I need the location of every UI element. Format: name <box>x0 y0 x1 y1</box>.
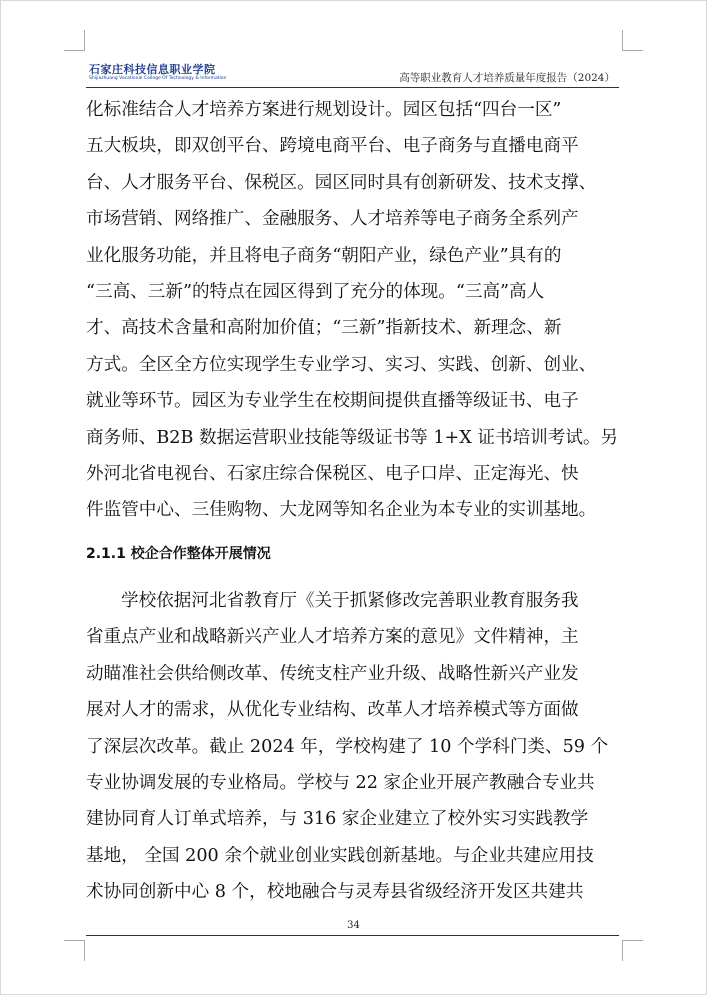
text-line: 学校依据河北省教育厅《关于抓紧修改完善职业教育服务我 <box>121 590 579 611</box>
text-line: 专业协调发展的专业格局。学校与 22 家企业开展产教融合专业共 <box>86 772 595 793</box>
footer-rule <box>86 935 619 936</box>
crop-mark-bottom-left <box>64 940 85 961</box>
text-line: 就业等环节。园区为专业学生在校期间提供直播等级证书、电子 <box>86 391 579 412</box>
text-line: 省重点产业和战略新兴产业人才培养方案的意见》文件精神，主 <box>86 627 579 648</box>
section-heading: 2.1.1 校企合作整体开展情况 <box>86 545 271 562</box>
paragraph-school-enterprise <box>86 583 620 911</box>
text-line: 五大板块，即双创平台、跨境电商平台、电子商务与直播电商平 <box>86 136 579 157</box>
logo-english-name: Shijiazhuang Vocational College Of Technology & Information <box>89 75 227 81</box>
text-line: 外河北省电视台、石家庄综合保税区、电子口岸、正定海光、快 <box>86 464 579 485</box>
text-line: 展对人才的需求，从优化专业结构、改革人才培养模式等方面做 <box>86 700 579 721</box>
text-line: 台、人才服务平台、保税区。园区同时具有创新研发、技术支撑、 <box>86 172 597 193</box>
text-line: 商务师、B2B 数据运营职业技能等级证书等 1+X 证书培训考试。另 <box>86 427 619 448</box>
page-header <box>86 54 619 90</box>
text-line: 才、高技术含量和高附加价值；“三新”指新技术、新理念、新 <box>86 318 562 339</box>
crop-mark-bottom-right <box>622 940 643 961</box>
crop-mark-top-right <box>622 30 643 51</box>
text-line: 市场营销、网络推广、金融服务、人才培养等电子商务全系列产 <box>86 209 579 230</box>
text-line: 了深层次改革。截止 2024 年，学校构建了 10 个学科门类、59 个 <box>86 736 609 757</box>
crop-mark-top-left <box>64 30 85 51</box>
text-line: “三高、三新”的特点在园区得到了充分的体现。“三高”高人 <box>86 282 545 303</box>
text-line: 化标准结合人才培养方案进行规划设计。园区包括“四台一区” <box>86 100 562 120</box>
page-number: 34 <box>347 920 360 931</box>
header-rule <box>86 87 619 88</box>
text-line: 建协同育人订单式培养，与 316 家企业建立了校外实习实践教学 <box>86 809 589 830</box>
text-line: 动瞄准社会供给侧改革、传统支柱产业升级、战略性新兴产业发 <box>86 663 579 684</box>
paragraph-park-description <box>86 92 620 529</box>
text-line: 业化服务功能，并且将电子商务“朝阳产业，绿色产业”具有的 <box>86 245 562 266</box>
text-line: 件监管中心、三佳购物、大龙网等知名企业为本专业的实训基地。 <box>86 500 597 521</box>
text-line: 术协同创新中心 8 个，校地融合与灵寿县省级经济开发区共建共 <box>86 882 584 903</box>
text-line: 方式。全区全方位实现学生专业学习、实习、实践、创新、创业、 <box>86 354 597 375</box>
report-title: 高等职业教育人才培养质量年度报告（2024） <box>399 72 615 84</box>
logo-name: 石家庄科技信息职业学院 <box>89 62 216 76</box>
text-line: 基地， 全国 200 余个就业创业实践创新基地。与企业共建应用技 <box>86 845 594 866</box>
college-logo <box>86 58 227 86</box>
page-body <box>86 92 620 911</box>
